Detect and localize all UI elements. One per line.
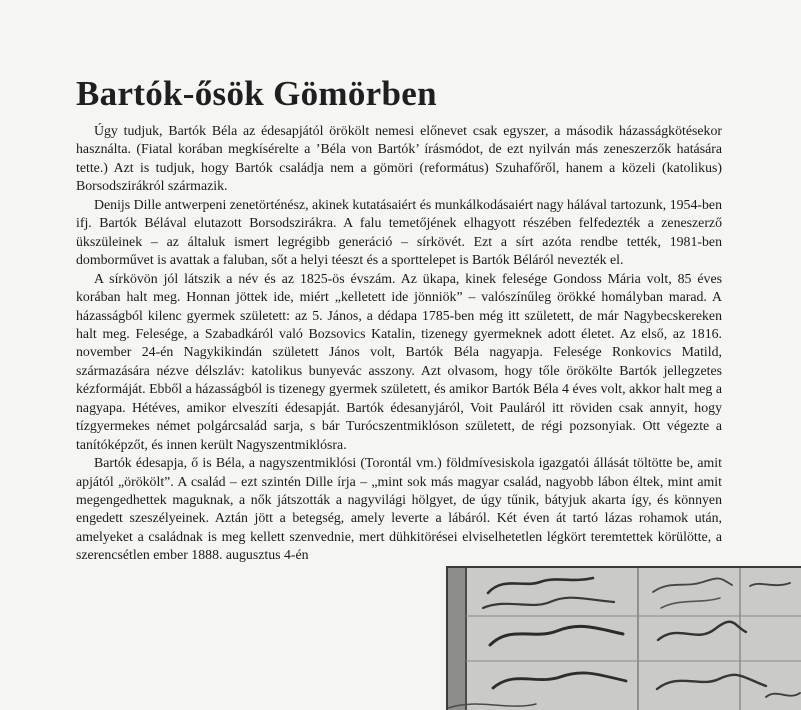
paragraph-3: A sírkövön jól látszik a név és az 1825-ös évszám. Az ükapa, kinek felesége Gondoss Mária volt, 85 éves korában halt meg. Honnan jöttek ide, miért „kelletett ide jönniök” – valószínűleg örökké homályban marad. A házasságból kilenc gyermek született: az 5. János, a dédapa 1785-ben még itt született, de már Nagybecskereken halt meg. Felesége, a Szabadkáról való Bozsovics Katalin, tizenegy gyermeknek adott életet. Az első, az 1816. november 24-én Nagykikindán született János volt, Bartók Béla nagyapja. Felesége Ronkovics Matild, származására nézve délszláv: katolikus bunyevác asszony. Azt olvasom, hogy tőle örökölte Bartók jellegzetes kézformáját. Ebből a házasságból is tizenegy gyermek született, és amikor Bartók Béla 4 éves volt, akkor halt meg a nagyapa. Hétéves, amikor elveszíti édesapját. Bartók édesanyjáról, Voit Pauláról itt röviden csak annyit, hogy tízgyermekes német polgárcsalád sarja, s bár Turócszentmiklóson született, de régi pozsonyiak. Ott végezte a tanítóképzőt, és innen került Nagyszentmiklósra.: [76, 270, 722, 452]
handwritten-register-image: [446, 566, 801, 710]
paragraph-4: Bartók édesapja, ő is Béla, a nagyszentmiklósi (Torontál vm.) földmívesiskola igazgatói állását töltötte be, amit apjától „örökölt”. A család – ezt szintén Dille írja – „mint sok más magyar család, nagyobb lábon éltek, mint amit megengedhettek maguknak, a nők játszották a nagyvilági hölgyet, de úgy tűnik, bátyjuk akarta így, és könnyen engedett szeszélyeinek. Aztán jött a betegség, amely leverte a lábáról. Két éven át tartó lázas rohamok után, amelyeket a családnak is meg kellett szenvednie, mert dühkitörései elviselhetetlen légkört teremtettek körülötte, a szerencsétlen ember 1888. augusztus 4-én: [76, 455, 722, 563]
register-scan-illustration: [448, 568, 801, 710]
paragraph-1: Úgy tudjuk, Bartók Béla az édesapjától örökölt nemesi előnevet csak egyszer, a második házasságkötésekor használta. (Fiatal korában megkísérelte a ’Béla von Bartók’ írásmódot, de ezt nyilván más zeneszerzők hatására tette.) Azt is tudjuk, hogy Bartók családja nem a gömöri (református) Szuhafőről, hanem a közeli (katolikus) Borsodszirákról származik.: [76, 123, 722, 194]
paragraph-2: Denijs Dille antwerpeni zenetörténész, akinek kutatásaiért és munkálkodásaiért nagy hálával tartozunk, 1954-ben ifj. Bartók Bélával elutazott Borsodszirákra. A falu temetőjének elhagyott részében felfedezték a zeneszerző ükszüleinek – az általuk ismert legrégibb generáció – sírkövét. Ezt a sírt azóta rendbe tették, 1981-ben domborművet is avattak a faluban, sőt a helyi téeszt és a sporttelepet is Bartók Béláról nevezték el.: [76, 196, 722, 268]
page-edge: [448, 568, 466, 710]
article-title: Bartók-ősök Gömörben: [76, 74, 437, 113]
article-body: [76, 122, 722, 565]
